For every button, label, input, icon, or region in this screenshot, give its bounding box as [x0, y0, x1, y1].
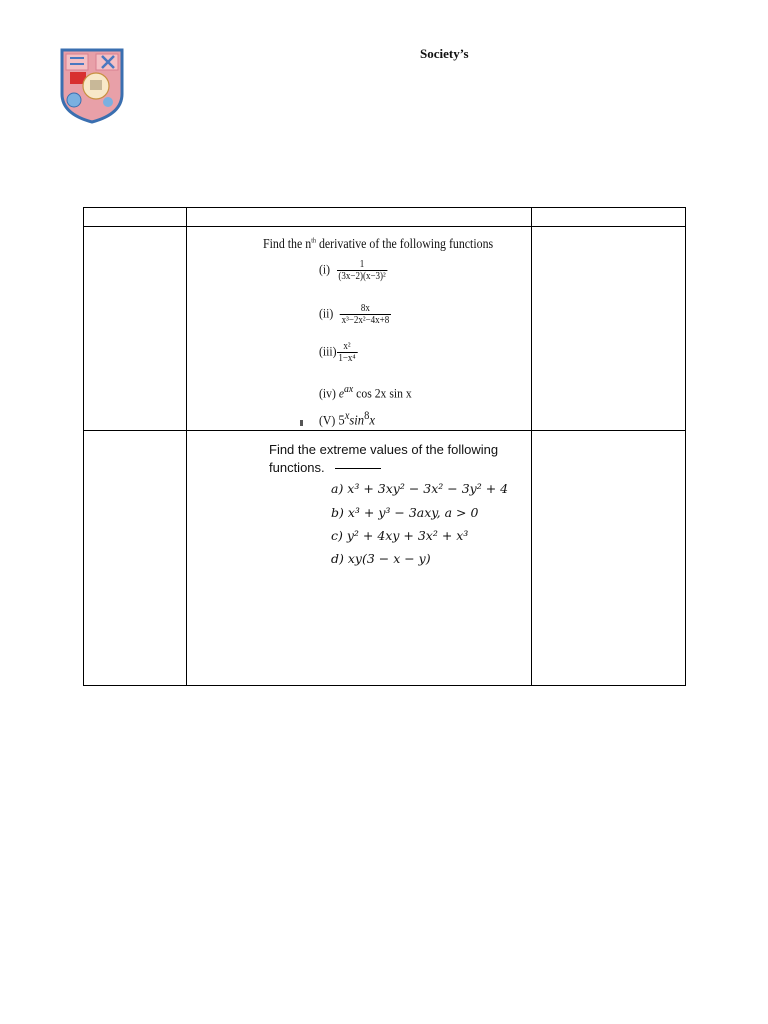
question-table — [83, 207, 686, 686]
stray-mark — [300, 420, 303, 426]
row-1-cell-3 — [532, 227, 686, 431]
header-cell-1 — [84, 208, 187, 227]
question-1-cell — [187, 227, 532, 431]
college-logo — [60, 46, 124, 124]
header-cell-2 — [187, 208, 532, 227]
header-cell-3 — [532, 208, 686, 227]
question-2-cell — [187, 431, 532, 686]
answer-blank — [335, 468, 381, 469]
question-1-title: Find the $n^{th}$ derivative of the following functions — [263, 236, 494, 251]
table-header-row — [84, 208, 686, 227]
table-row — [84, 431, 686, 686]
q1-item-i: (i) $\frac{1}{\text{(3x−2)(x−3)²}}$ — [319, 259, 386, 282]
header-title: Society’s — [420, 46, 469, 61]
q1-item-ii: (ii) $\frac{8x}{\text{x³−2x²−4x+8}}$ — [319, 303, 390, 326]
q2-item-b: b) x³ + y³ − 3axy, a > 0 — [331, 505, 479, 520]
q2-item-a: a) x³ + 3xy² − 3x² − 3y² + 4 — [331, 481, 509, 496]
college-crest-icon — [60, 46, 124, 124]
q1-item-v: (V) $5^x\sin^8x$ — [319, 409, 375, 429]
question-2-title: Find the extreme values of the following functions. — [269, 442, 499, 475]
q2-item-c: c) y² + 4xy + 3x² + x³ — [331, 528, 469, 543]
table-row — [84, 227, 686, 431]
row-2-cell-3 — [532, 431, 686, 686]
row-2-cell-1 — [84, 431, 187, 686]
q1-item-iv: (iv) $e^{ax}$ cos 2x sin x — [319, 383, 412, 401]
q2-item-d: d) xy(3 − x − y) — [331, 551, 431, 566]
row-1-cell-1 — [84, 227, 187, 431]
q1-item-iii: (iii) $\frac{\text{x²}}{\text{1−x⁴}}$ — [319, 341, 356, 364]
